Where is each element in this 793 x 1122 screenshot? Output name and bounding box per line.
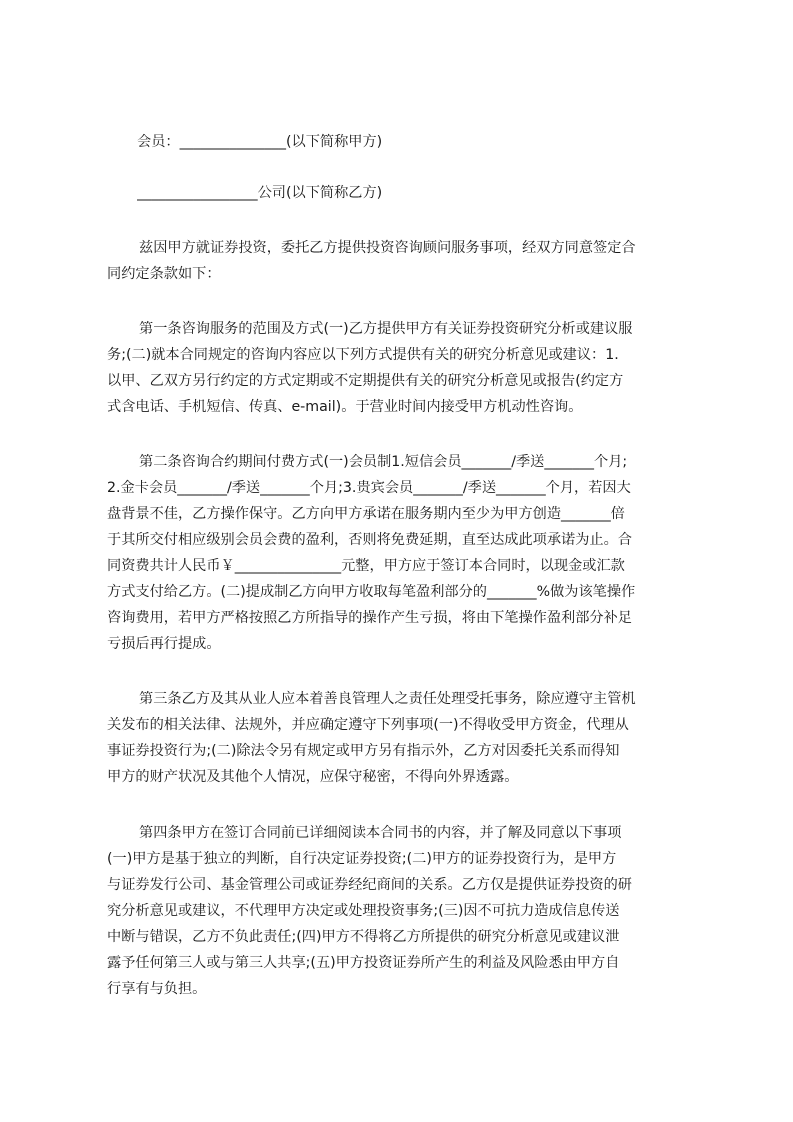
paragraph-line: 究分析意见或建议，不代理甲方决定或处理投资事务;(三)因不可抗力造成信息传送 [107, 903, 620, 919]
paragraph-line: 与证券发行公司、基金管理公司或证券经纪商间的关系。乙方仅是提供证券投资的研 [107, 877, 632, 893]
paragraph-line: (一)甲方是基于独立的判断，自行决定证券投资;(二)甲方的证券投资行为，是甲方 [107, 851, 617, 867]
paragraph-line: 行享有与负担。 [107, 981, 207, 997]
paragraph-line: 方式支付给乙方。(二)提成制乙方向甲方收取每笔盈利部分的_______%做为该笔操作 [107, 584, 636, 600]
paragraph-line: 中断与错误，乙方不负此责任;(四)甲方不得将乙方所提供的研究分析意见或建议泄 [107, 929, 620, 945]
paragraph-line: 露予任何第三人或与第三人共享;(五)甲方投资证券所产生的利益及风险悉由甲方自 [107, 955, 620, 971]
paragraph-line: 亏损后再行提成。 [107, 636, 221, 652]
member-line: 会员：_______________(以下简称甲方) [137, 134, 383, 150]
paragraph-line: 事证券投资行为;(二)除法令另有规定或甲方另有指示外，乙方对因委托关系而得知 [107, 743, 620, 759]
paragraph-line: 盘背景不佳，乙方操作保守。乙方向甲方承诺在服务期内至少为甲方创造_______倍 [107, 506, 625, 522]
paragraph-line: 同资费共计人民币￥_______________元整，甲方应于签订本合同时，以现金或汇款 [107, 558, 625, 574]
paragraph-line: 务;(二)就本合同规定的咨询内容应以下列方式提供有关的研究分析意见或建议：1. [107, 347, 619, 363]
paragraph-line: 第一条咨询服务的范围及方式(一)乙方提供甲方有关证券投资研究分析或建议服 [139, 321, 633, 337]
paragraph-line: 第三条乙方及其从业人应本着善良管理人之责任处理受托事务，除应遵守主管机 [139, 691, 636, 707]
paragraph-line: 咨询费用，若甲方严格按照乙方所指导的操作产生亏损，将由下笔操作盈利部分补足 [107, 610, 632, 626]
paragraph-line: 第二条咨询合约期间付费方式(一)会员制1.短信会员_______/季送_______个月; [139, 454, 628, 470]
paragraph-line: 甲方的财产状况及其他个人情况，应保守秘密，不得向外界透露。 [107, 769, 519, 785]
paragraph-line: 关发布的相关法律、法规外，并应确定遵守下列事项(一)不得收受甲方资金，代理从 [107, 717, 629, 733]
paragraph-line: 兹因甲方就证券投资，委托乙方提供投资咨询顾问服务事项，经双方同意签定合 [139, 240, 636, 256]
paragraph-line: 2.金卡会员_______/季送_______个月;3.贵宾会员_______/季送_______个月，若因大 [107, 480, 631, 496]
paragraph-line: 式含电话、手机短信、传真、e-mail)。于营业时间内接受甲方机动性咨询。 [107, 399, 583, 415]
paragraph-line: 以甲、乙双方另行约定的方式定期或不定期提供有关的研究分析意见或报告(约定方 [107, 373, 624, 389]
company-line: _________________公司(以下简称乙方) [137, 185, 383, 201]
paragraph-line: 于其所交付相应级别会员会费的盈利，否则将免费延期，直至达成此项承诺为止。合 [107, 532, 632, 548]
paragraph-line: 第四条甲方在签订合同前已详细阅读本合同书的内容，并了解及同意以下事项 [139, 825, 622, 841]
paragraph-line: 同约定条款如下： [107, 266, 221, 282]
